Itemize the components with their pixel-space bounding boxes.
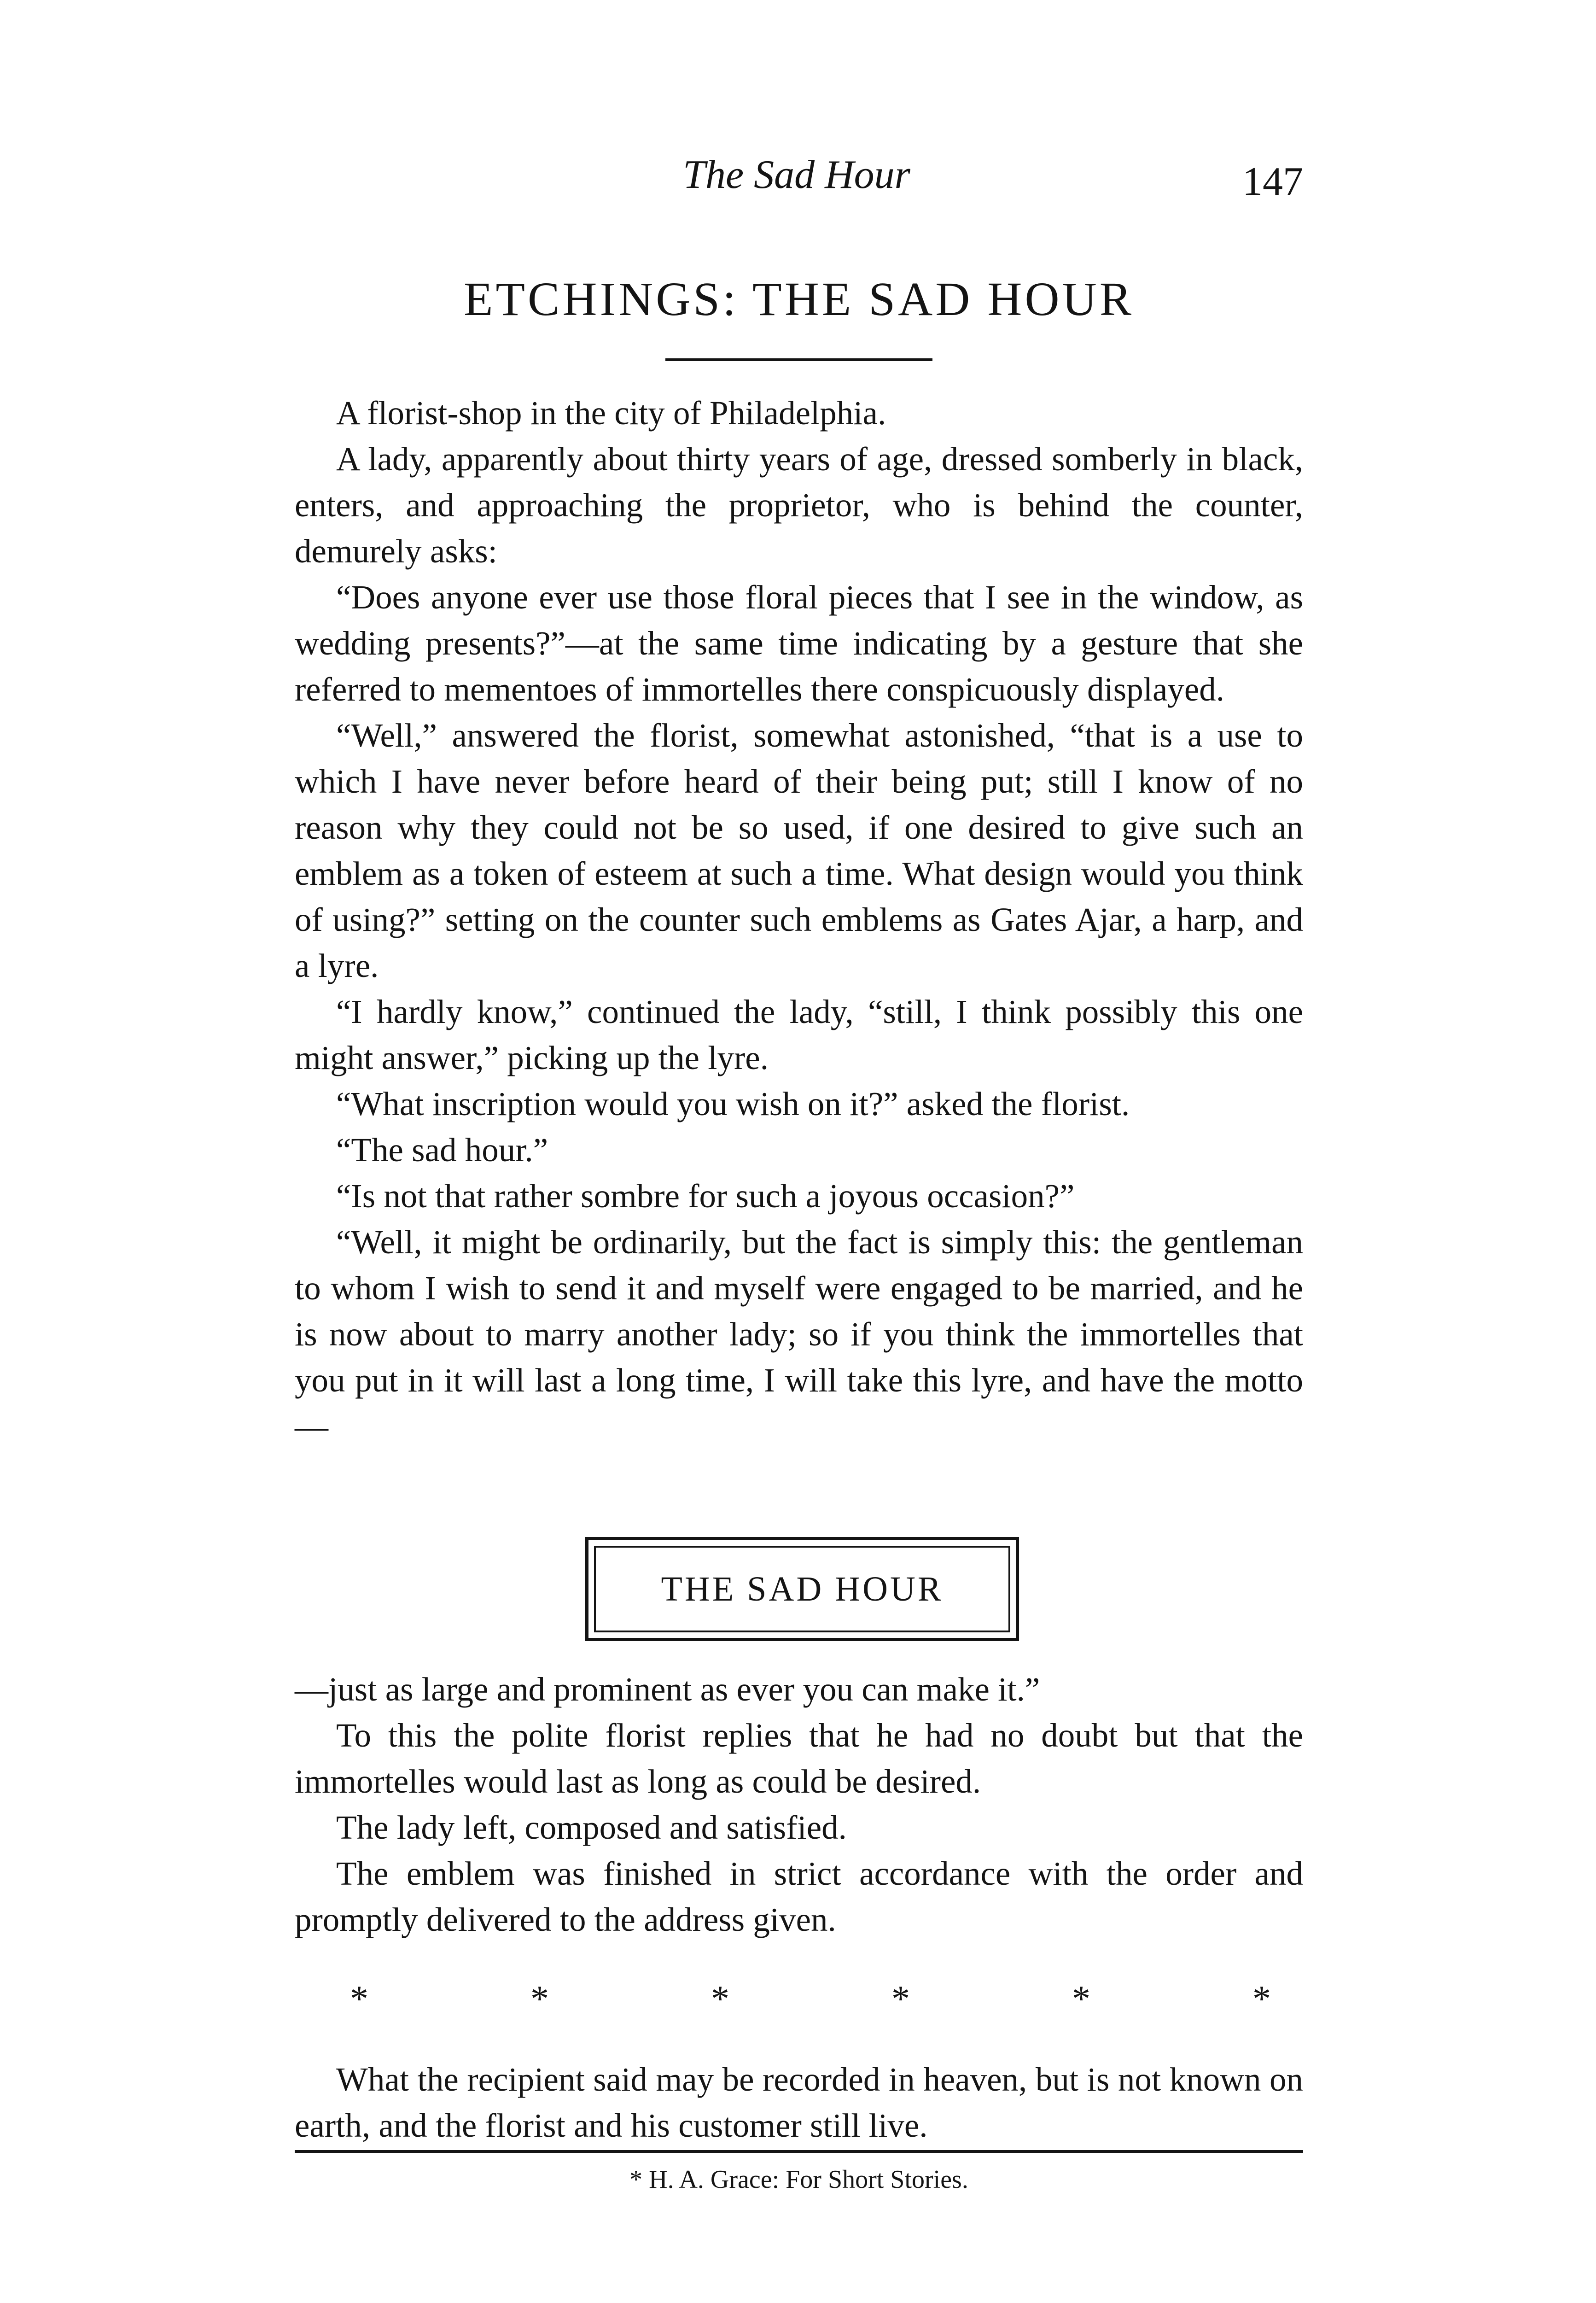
motto-box: THE SAD HOUR [594,1546,1010,1632]
section-separator [350,1976,1271,2022]
paragraph: To this the polite florist replies that he had no doubt but that the immortelles would last as long as could be desired. [295,1717,1303,1800]
page-number: 147 [1242,159,1303,204]
paragraph: “Is not that rather sombre for such a joyous occasion?” [336,1177,1075,1215]
running-head-title: The Sad Hour [683,152,910,197]
footnote-rule [295,2150,1303,2153]
paragraph: What the recipient said may be recorded in heaven, but is not known on earth, and the florist and his customer still live. [295,2061,1303,2144]
asterisk: * [1072,1979,1090,2019]
asterisk: * [350,1979,368,2019]
title-rule [665,358,932,361]
paragraph: “What inscription would you wish on it?” asked the florist. [336,1085,1130,1122]
paragraph: “Well,” answered the florist, somewhat astonished, “that is a use to which I have never before heard of their being put; still I know of no reason why they could not be so used, if one desired to give such an emblem as a token of esteem at such a time. What design would you think of using?” setting on the counter such emblems as Gates Ajar, a harp, and a lyre. [295,717,1303,984]
paragraph: The emblem was finished in strict accordance with the order and promptly delivered to the address given. [295,1855,1303,1938]
footnote: * H. A. Grace: For Short Stories. [629,2165,968,2194]
paragraph: —just as large and prominent as ever you can make it.” [295,1671,1040,1708]
asterisk: * [891,1979,910,2019]
article-title: ETCHINGS: THE SAD HOUR [463,273,1135,326]
closing-text [295,2057,1303,2149]
paragraph: A florist-shop in the city of Philadelphia. [336,394,886,432]
body-text-after-box [295,1666,1303,1943]
paragraph: A lady, apparently about thirty years of age, dressed somberly in black, enters, and approaching the proprietor, who is behind the counter, demurely asks: [295,440,1303,570]
asterisk: * [530,1979,549,2019]
paragraph: “Does anyone ever use those floral pieces that I see in the window, as wedding presents?”—at the same time indicating by a gesture that she referred to mementoes of immortelles there conspicuously displayed. [295,579,1303,708]
asterisk: * [1252,1979,1271,2019]
paragraph: The lady left, composed and satisfied. [336,1809,847,1846]
asterisk: * [711,1979,729,2019]
paragraph: “Well, it might be ordinarily, but the fact is simply this: the gentleman to whom I wish to send it and myself were engaged to be married, and he is now about to marry another lady; so if you think the immortelles that you put in it will last a long time, I will take this lyre, and have the motto— [295,1223,1303,1445]
paragraph: “I hardly know,” continued the lady, “still, I think possibly this one might answer,” picking up the lyre. [295,993,1303,1076]
body-text-before-box [295,390,1303,1450]
paragraph: “The sad hour.” [336,1131,548,1169]
